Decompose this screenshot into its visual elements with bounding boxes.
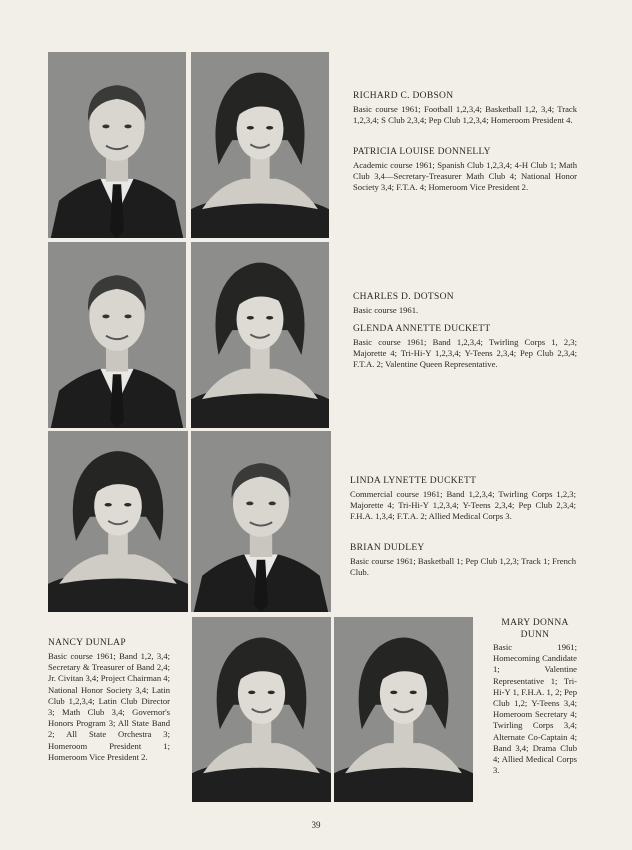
entry-richard-dobson — [353, 90, 577, 126]
portrait-silhouette — [191, 431, 331, 612]
student-activities: Academic course 1961; Spanish Club 1,2,3,4; 4-H Club 1; Math Club 3,4—Secretary-Treasurer Math Club 4; National Honor Society 3,4; F.T.A. 4; Homeroom Vice President 2. — [353, 160, 577, 193]
portrait-silhouette — [192, 617, 331, 802]
portrait-silhouette — [48, 431, 188, 612]
portrait-silhouette — [48, 242, 186, 428]
portrait-glenda-duckett — [191, 242, 329, 428]
portrait-silhouette — [191, 52, 329, 238]
student-name: PATRICIA LOUISE DONNELLY — [353, 147, 491, 157]
student-activities: Commercial course 1961; Band 1,2,3,4; Twirling Corps 1,2,3; Majorette 4; Tri-Hi-Y 1,2,3,4; Y-Teens 2,3,4; Pep Club 2,3,4; F.H.A. 1,3,4; F.T.A. 2; Allied Medical Corps 3. — [350, 489, 576, 522]
portrait-charles-dotson — [48, 242, 186, 428]
entry-glenda-duckett — [353, 323, 577, 371]
portrait-silhouette — [334, 617, 473, 802]
student-name: BRIAN DUDLEY — [350, 543, 425, 553]
entry-nancy-dunlap — [48, 637, 170, 763]
portrait-linda-duckett — [48, 431, 188, 612]
entry-linda-duckett — [350, 475, 576, 523]
portrait-silhouette — [191, 242, 329, 428]
student-activities: Basic course 1961; Band 1,2,3,4; Twirling Corps 1, 2,3; Majorette 4; Tri-Hi-Y 1,2,3,4; Y-Teens 2,3,4; Pep Club 2,3,4; F.T.A. 2; Valentine Queen Representative. — [353, 337, 577, 370]
entry-patricia-donnelly — [353, 146, 577, 194]
student-name: GLENDA ANNETTE DUCKETT — [353, 324, 491, 334]
student-name: NANCY DUNLAP — [48, 638, 126, 648]
student-name — [493, 617, 577, 641]
portrait-brian-dudley — [191, 431, 331, 612]
student-activities: Basic course 1961; Band 1,2, 3,4; Secretary & Treasurer of Band 2,4; Jr. Civitan 3,4; Project Chairman 4; National Honor Society 3,4; Latin Club 1,2,3,4; Latin Club Director 3; Math Club 3,4; Governor's Honors Program 3; All State Band 2; All State Orchestra 3; Homeroom President 1; Homeroom Vice President 2. — [48, 651, 170, 762]
portrait-patricia-donnelly — [191, 52, 329, 238]
portrait-richard-dobson — [48, 52, 186, 238]
student-name: RICHARD C. DOBSON — [353, 91, 454, 101]
student-activities: Basic course 1961; Basketball 1; Pep Club 1,2,3; Track 1; French Club. — [350, 556, 576, 578]
student-activities: Basic 1961; Homecoming Candidate 1; Valentine Representative 1; Tri-Hi-Y 1, F.H.A. 1, 2; Pep Club 1,2; Y-Teens 3,4; Homeroom Secretary 4; Twirling Corps 3,4; Alternate Co-Captain 4; Band 3,4; Drama Club 4; Allied Medical Corps 3. — [493, 642, 577, 776]
student-name-line-2: DUNN — [520, 630, 550, 640]
student-name: LINDA LYNETTE DUCKETT — [350, 476, 477, 486]
portrait-nancy-dunlap — [192, 617, 331, 802]
entry-mary-dunn — [493, 617, 577, 776]
student-name: CHARLES D. DOTSON — [353, 292, 454, 302]
portrait-silhouette — [48, 52, 186, 238]
page-number: 39 — [311, 820, 321, 830]
student-name-line-1: MARY DONNA — [501, 618, 569, 628]
student-activities: Basic course 1961. — [353, 305, 419, 315]
entry-charles-dotson — [353, 291, 577, 316]
entry-brian-dudley — [350, 542, 576, 578]
student-activities: Basic course 1961; Football 1,2,3,4; Basketball 1,2, 3,4; Track 1,2,3,4; S Club 2,3,4; Pep Club 1,2,3,4; Homeroom President 4. — [353, 104, 577, 126]
portrait-mary-dunn — [334, 617, 473, 802]
